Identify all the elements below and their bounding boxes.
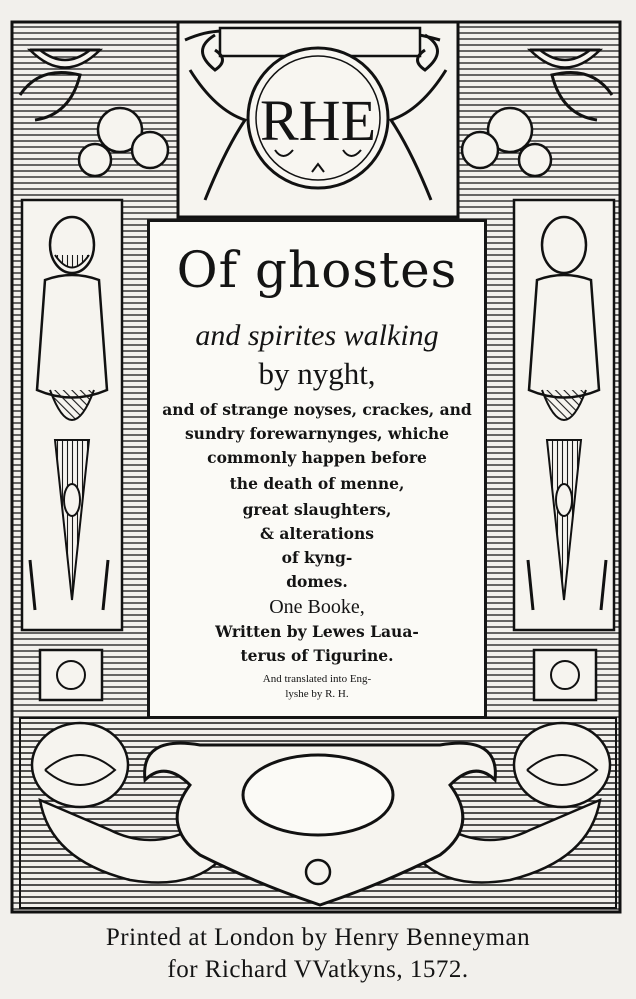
blackletter-line: sundry forewarnynges, whiche [184,424,450,443]
blackletter-line: & alterations [260,524,374,543]
imprint-line-2: for Richard VVatkyns, 1572. [167,956,469,983]
author-line: terus of Tigurine. [240,646,394,665]
imprint-line-1: Printed at London by Henry Benneyman [105,924,531,951]
author-line: Written by Lewes Laua- [215,622,419,641]
blackletter-line: great slaughters, [242,500,392,519]
translator-line: And translated into Eng- [262,673,372,685]
blackletter-line: of kyng- [281,548,353,567]
translator-line: lyshe by R. H. [285,688,349,700]
book-title: Of ghostes [176,241,458,299]
one-booke: One Booke, [269,596,365,618]
blackletter-line: and of strange noyses, crackes, and [162,400,472,419]
subtitle-italic: and spirites walking [195,319,439,352]
subtitle-roman: by nyght, [258,356,376,391]
blackletter-line: domes. [286,572,348,591]
blackletter-line: the death of menne, [229,474,405,493]
monogram-letters: RHE [260,88,376,153]
blackletter-line: commonly happen before [207,448,427,467]
